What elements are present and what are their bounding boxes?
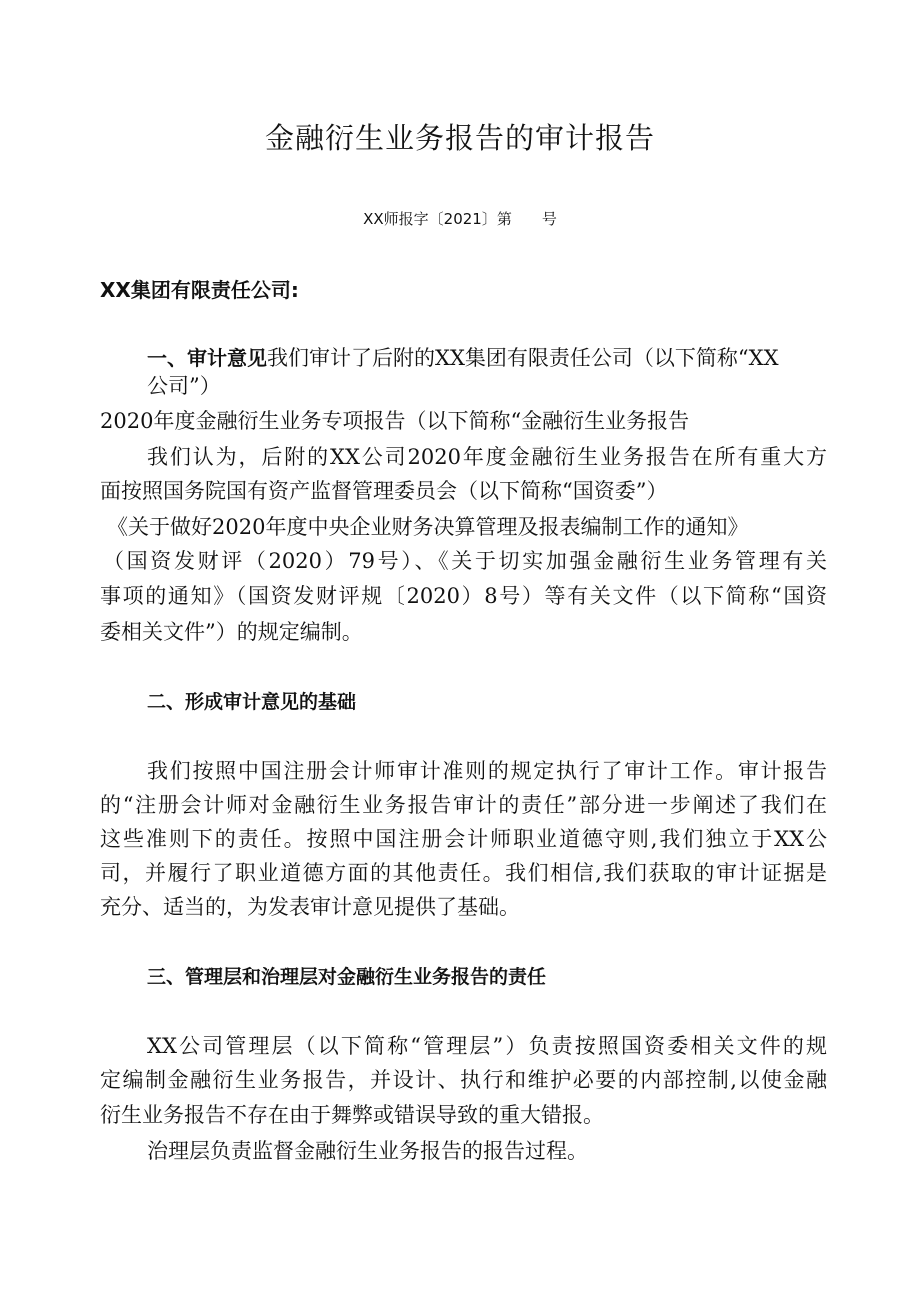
section2-line-3: 这些准则下的责任。按照中国注册会计师职业道德守则,我们独立于XX公: [100, 827, 827, 851]
section1-first-line: [147, 343, 779, 373]
section3-heading: 三、管理层和治理层对金融衍生业务报告的责任: [147, 966, 547, 988]
report-title: 金融衍生业务报告的审计报告: [264, 121, 655, 155]
section2-line-2: 的“注册会计师对金融衍生业务报告审计的责任”部分进一步阐述了我们在: [100, 793, 827, 817]
report-number: XX师报字〔2021〕第 号: [363, 210, 557, 228]
section3-line-1: XX公司管理层（以下简称“管理层”）负责按照国资委相关文件的规: [147, 1034, 827, 1058]
section2-line-1: 我们按照中国注册会计师审计准则的规定执行了审计工作。审计报告: [147, 759, 827, 783]
section1-line-8: 事项的通知》（国资发财评规〔2020）8号）等有关文件（以下简称“国资: [100, 584, 827, 608]
section1-heading: 一、审计意见: [147, 346, 267, 370]
section2-heading: 二、形成审计意见的基础: [147, 691, 357, 713]
section1-line-5: 面按照国务院国有资产监督管理委员会（以下简称“国资委”）: [100, 479, 668, 503]
section2-line-5: 充分、适当的，为发表审计意见提供了基础。: [100, 895, 520, 919]
section1-line-1: 我们审计了后附的XX集团有限责任公司（以下简称“XX: [267, 346, 779, 370]
addressee: XX集团有限责任公司:: [100, 278, 299, 302]
section1-line-9: 委相关文件”）的规定编制。: [100, 620, 363, 644]
section1-line-3: 2020年度金融衍生业务专项报告（以下简称“金融衍生业务报告: [100, 409, 690, 433]
section2-line-4: 司，并履行了职业道德方面的其他责任。我们相信,我们获取的审计证据是: [100, 861, 827, 885]
section1-line-4: 我们认为，后附的XX公司2020年度金融衍生业务报告在所有重大方: [147, 445, 827, 469]
section1-line-7: （国资发财评（2020）79号）、《关于切实加强金融衍生业务管理有关: [103, 549, 827, 573]
section3-line-3: 衍生业务报告不存在由于舞弊或错误导致的重大错报。: [100, 1103, 604, 1127]
section1-line-6: 《关于做好2020年度中央企业财务决算管理及报表编制工作的通知》: [107, 515, 749, 539]
section3-line-2: 定编制金融衍生业务报告，并设计、执行和维护必要的内部控制,以使金融: [100, 1068, 827, 1092]
section3-line-4: 治理层负责监督金融衍生业务报告的报告过程。: [147, 1139, 588, 1163]
section1-line-2: 公司”）: [147, 374, 221, 398]
